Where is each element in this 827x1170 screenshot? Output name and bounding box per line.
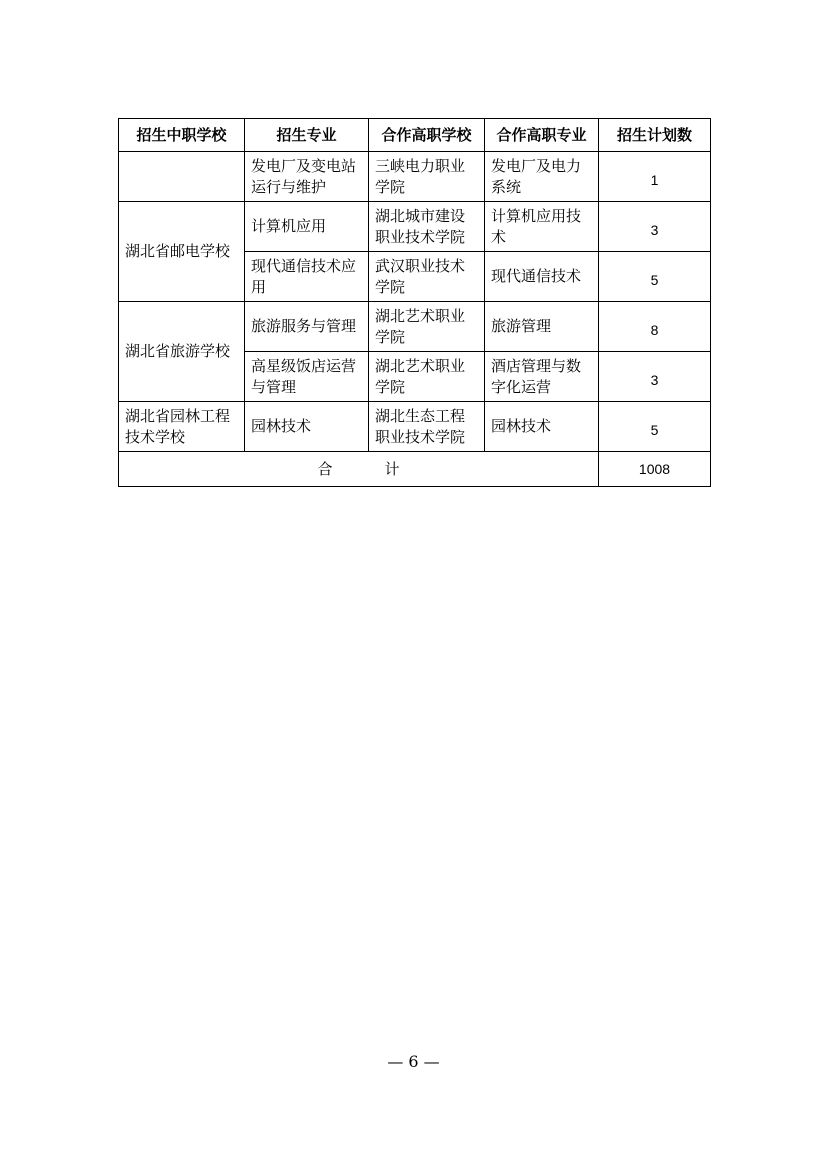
header-secondary-school: 招生中职学校 — [119, 119, 245, 152]
header-enrollment-plan: 招生计划数 — [599, 119, 711, 152]
major-cell: 计算机应用 — [245, 202, 369, 252]
plan-cell: 5 — [599, 252, 711, 302]
partner-school-cell: 三峡电力职业学院 — [369, 152, 485, 202]
school-cell: 湖北省旅游学校 — [119, 302, 245, 402]
partner-major-cell: 发电厂及电力系统 — [485, 152, 599, 202]
school-cell — [119, 152, 245, 202]
total-value: 1008 — [599, 452, 711, 487]
table-row — [119, 402, 711, 452]
partner-school-cell: 湖北艺术职业学院 — [369, 302, 485, 352]
school-cell: 湖北省邮电学校 — [119, 202, 245, 302]
plan-cell: 1 — [599, 152, 711, 202]
partner-school-cell: 湖北生态工程职业技术学院 — [369, 402, 485, 452]
school-cell: 湖北省园林工程技术学校 — [119, 402, 245, 452]
major-cell: 发电厂及变电站运行与维护 — [245, 152, 369, 202]
partner-school-cell: 武汉职业技术学院 — [369, 252, 485, 302]
table-header-row — [119, 119, 711, 152]
major-cell: 园林技术 — [245, 402, 369, 452]
major-cell: 高星级饭店运营与管理 — [245, 352, 369, 402]
partner-school-cell: 湖北艺术职业学院 — [369, 352, 485, 402]
enrollment-table — [118, 118, 711, 487]
plan-cell: 3 — [599, 352, 711, 402]
plan-cell: 3 — [599, 202, 711, 252]
partner-school-cell: 湖北城市建设职业技术学院 — [369, 202, 485, 252]
total-label-left: 合 — [317, 459, 333, 478]
header-partner-major: 合作高职专业 — [485, 119, 599, 152]
major-cell: 旅游服务与管理 — [245, 302, 369, 352]
total-row — [119, 452, 711, 487]
partner-major-cell: 园林技术 — [485, 402, 599, 452]
header-partner-college: 合作高职学校 — [369, 119, 485, 152]
page-number: — 6 — — [387, 1052, 440, 1071]
plan-cell: 8 — [599, 302, 711, 352]
header-major: 招生专业 — [245, 119, 369, 152]
plan-cell: 5 — [599, 402, 711, 452]
table-row — [119, 302, 711, 352]
partner-major-cell: 计算机应用技术 — [485, 202, 599, 252]
table-row — [119, 202, 711, 252]
total-label — [119, 452, 599, 487]
total-label-right: 计 — [384, 459, 400, 478]
partner-major-cell: 现代通信技术 — [485, 252, 599, 302]
partner-major-cell: 酒店管理与数字化运营 — [485, 352, 599, 402]
table-row — [119, 152, 711, 202]
partner-major-cell: 旅游管理 — [485, 302, 599, 352]
major-cell: 现代通信技术应用 — [245, 252, 369, 302]
